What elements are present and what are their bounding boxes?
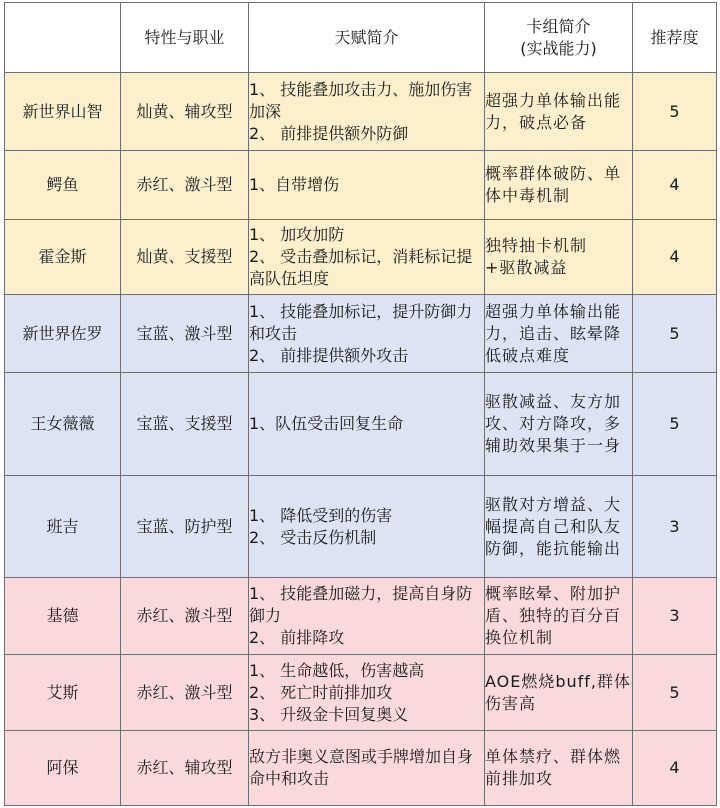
trait-role-cell: 宝蓝、支援型 <box>121 373 249 476</box>
header-trait-role: 特性与职业 <box>121 3 249 73</box>
character-name-cell: 新世界山智 <box>5 73 121 151</box>
trait-role-cell: 赤红、辅攻型 <box>121 731 249 806</box>
table-row <box>5 73 717 151</box>
deck-cell: 概率群体破防、单体中毒机制 <box>485 151 633 220</box>
deck-cell: 驱散对方增益、大幅提高自己和队友防御，能抗能输出 <box>485 476 633 578</box>
deck-cell: 独特抽卡机制 +驱散减益 <box>485 220 633 295</box>
talent-cell: 1、 技能叠加标记，提升防御力和攻击 2、 前排提供额外攻击 <box>249 295 485 373</box>
trait-role-cell: 赤红、激斗型 <box>121 655 249 731</box>
deck-cell: 驱散减益、友方加攻、对方降攻，多辅助效果集于一身 <box>485 373 633 476</box>
table-row <box>5 151 717 220</box>
table-row <box>5 731 717 806</box>
deck-cell: 超强力单体输出能力，破点必备 <box>485 73 633 151</box>
header-character <box>5 3 121 73</box>
trait-role-cell: 赤红、激斗型 <box>121 578 249 655</box>
table-row <box>5 655 717 731</box>
header-talent: 天赋简介 <box>249 3 485 73</box>
rating-cell: 5 <box>633 73 717 151</box>
header-row <box>5 3 717 73</box>
talent-cell: 1、 生命越低，伤害越高 2、 死亡时前排加攻 3、 升级金卡回复奥义 <box>249 655 485 731</box>
character-name-cell: 鳄鱼 <box>5 151 121 220</box>
character-name-cell: 阿保 <box>5 731 121 806</box>
trait-role-cell: 灿黄、辅攻型 <box>121 73 249 151</box>
trait-role-cell: 赤红、激斗型 <box>121 151 249 220</box>
rating-cell: 5 <box>633 655 717 731</box>
trait-role-cell: 灿黄、支援型 <box>121 220 249 295</box>
character-name-cell: 班吉 <box>5 476 121 578</box>
rating-cell: 5 <box>633 373 717 476</box>
deck-cell: 超强力单体输出能力，追击、眩晕降低破点难度 <box>485 295 633 373</box>
rating-cell: 4 <box>633 220 717 295</box>
talent-cell: 1、自带增伤 <box>249 151 485 220</box>
talent-cell: 1、 降低受到的伤害 2、 受击反伤机制 <box>249 476 485 578</box>
talent-cell: 敌方非奥义意图或手牌增加自身命中和攻击 <box>249 731 485 806</box>
deck-cell: 概率眩晕、附加护盾、独特的百分百换位机制 <box>485 578 633 655</box>
trait-role-cell: 宝蓝、激斗型 <box>121 295 249 373</box>
talent-cell: 1、 技能叠加磁力，提高自身防御力 2、 前排降攻 <box>249 578 485 655</box>
table-row <box>5 220 717 295</box>
table-row <box>5 295 717 373</box>
talent-cell: 1、队伍受击回复生命 <box>249 373 485 476</box>
deck-cell: 单体禁疗、群体燃前排加攻 <box>485 731 633 806</box>
character-name-cell: 王女薇薇 <box>5 373 121 476</box>
character-tier-table <box>4 2 717 806</box>
table-row <box>5 578 717 655</box>
rating-cell: 5 <box>633 295 717 373</box>
rating-cell: 3 <box>633 476 717 578</box>
table-row <box>5 373 717 476</box>
talent-cell: 1、 加攻加防 2、 受击叠加标记，消耗标记提高队伍坦度 <box>249 220 485 295</box>
trait-role-cell: 宝蓝、防护型 <box>121 476 249 578</box>
rating-cell: 4 <box>633 151 717 220</box>
table-row <box>5 476 717 578</box>
rating-cell: 3 <box>633 578 717 655</box>
character-name-cell: 霍金斯 <box>5 220 121 295</box>
deck-cell: AOE燃烧buff,群体伤害高 <box>485 655 633 731</box>
talent-cell: 1、 技能叠加攻击力、施加伤害加深 2、 前排提供额外防御 <box>249 73 485 151</box>
header-deck: 卡组简介 (实战能力) <box>485 3 633 73</box>
header-rating: 推荐度 <box>633 3 717 73</box>
character-name-cell: 新世界佐罗 <box>5 295 121 373</box>
rating-cell: 4 <box>633 731 717 806</box>
character-name-cell: 艾斯 <box>5 655 121 731</box>
character-name-cell: 基德 <box>5 578 121 655</box>
